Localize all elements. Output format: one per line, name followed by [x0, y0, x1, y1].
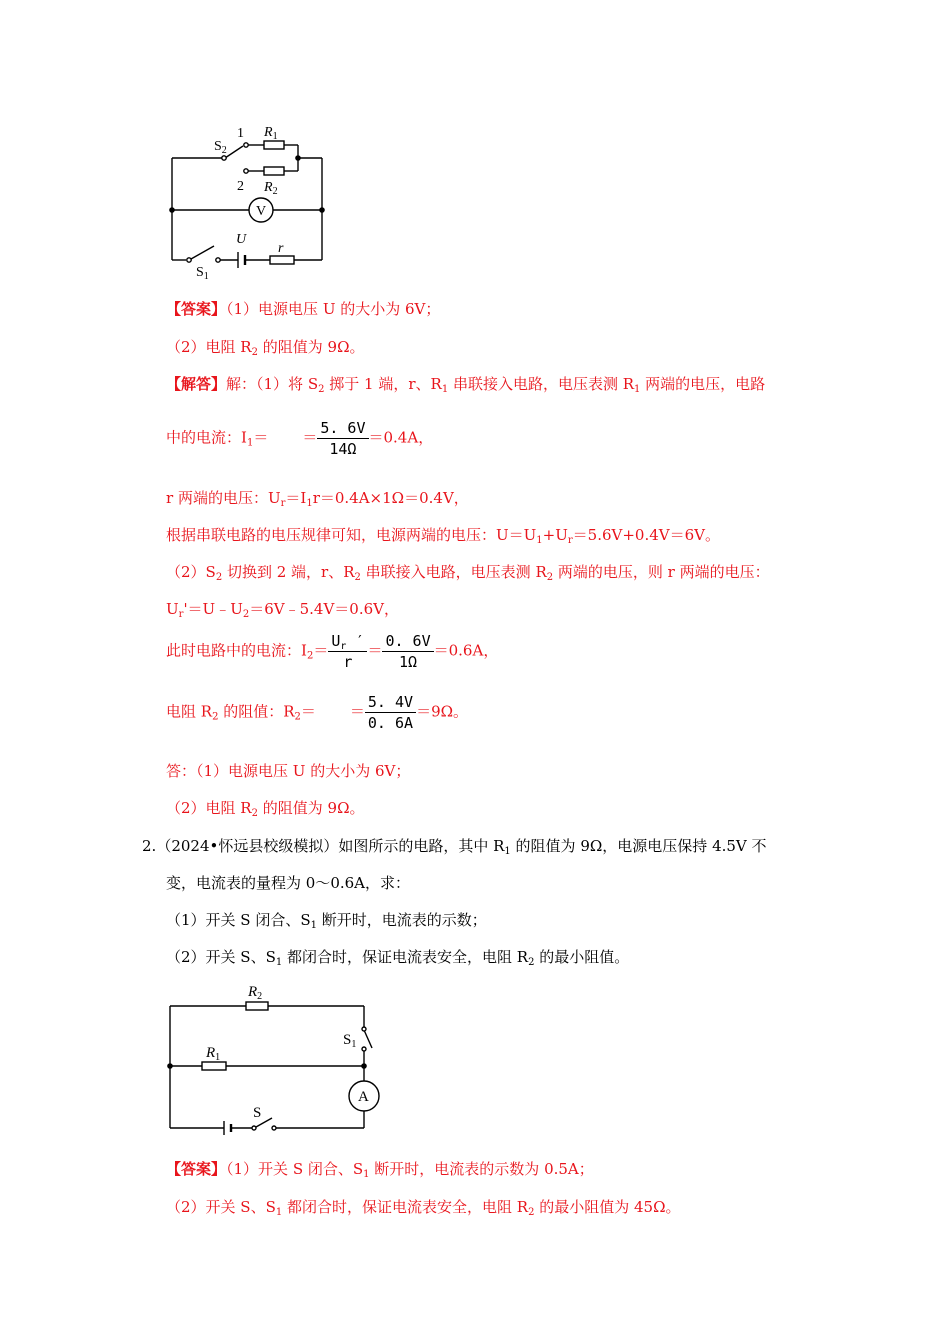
solution-1-line-1: 【解答】解：（1）将 $S_2$ 掷于 1 端，r、$R_1$ 串联接入电路，电压表测 $R_1$ 两端的电压，电路: [166, 375, 766, 395]
fraction-ur-over-r: $\frac{U_r '}{r}$: [328, 631, 367, 672]
resistor-r2: [246, 1002, 268, 1010]
question-2-line-3: （1）开关 S 闭合、$S_1$ 断开时，电流表的示数；: [166, 911, 487, 931]
question-number: 2.: [142, 837, 157, 855]
r1-label: $R_1$: [264, 125, 278, 142]
solution-1-line-5: $(2)S_2$ 切换到 2 端，r、$R_2$ 串联接入电路，电压表测 $R_2$ 两端的电压，则 r 两端的电压：: [166, 563, 770, 583]
solution-1-line-8: 电阻 $R_2$ 的阻值：$R_2=$ ＝ $\frac{5. 4V}{0. 6A}$ ＝9Ω。: [166, 693, 469, 732]
r2-label: $R_2$: [248, 984, 263, 1002]
position-1-label: 1: [237, 126, 244, 141]
s-label: S: [253, 1105, 262, 1121]
s2-label: $S_2$: [214, 139, 227, 156]
s1-label: $S_1$: [343, 1032, 357, 1050]
voltmeter-label: V: [256, 204, 267, 219]
s1-label: $S_1$: [196, 265, 209, 282]
fraction-resistance: $\frac{5. 4V}{0. 6A}$: [365, 692, 416, 733]
answer-1-line-1: 【答案】（1）电源电压 U 的大小为 6V；: [166, 300, 441, 318]
solution-1-line-9: 答：（1）电源电压 U 的大小为 6V；: [166, 762, 411, 780]
solution-1-line-3: r 两端的电压：$U_r=I_1r=0.4A\times 1\Omega=0.4V$，: [166, 489, 469, 509]
question-2-line-1: 2.（2024•怀远县校级模拟）如图所示的电路，其中 $R_1$ 的阻值为 9Ω，电源电压保持 4.5V 不: [142, 837, 767, 857]
r1-label: $R_1$: [206, 1045, 221, 1063]
fraction-current-2: $\frac{0. 6V}{1\Omega}$: [382, 631, 433, 672]
u-label: U: [236, 232, 247, 247]
resistor-r2: [264, 167, 284, 175]
solution-1-line-4: 根据串联电路的电压规律可知，电源两端的电压：$U=U_1+U_r=5.6V+0.4V=6V$。: [166, 526, 720, 546]
circuit-diagram-1: [160, 118, 340, 283]
solution-1-line-2: 中的电流：$I_1=$ ＝ $\frac{5. 6V}{14\Omega}$ ＝0.4A，: [166, 419, 434, 458]
resistor-r1: [264, 141, 284, 149]
answer-2-line-2: （2）开关 S、$S_1$ 都闭合时，保证电流表安全，电阻 $R_2$ 的最小阻值为 45Ω。: [166, 1198, 681, 1218]
solution-1-line-6: $U_r'=U﹣U_2=6V﹣5.4V=0.6V$，: [166, 600, 399, 620]
resistor-r1: [202, 1062, 226, 1070]
position-2-label: 2: [237, 179, 244, 194]
r2-label: $R_2$: [264, 180, 278, 197]
ammeter-label: A: [358, 1089, 369, 1105]
question-2-line-2: 变，电流表的量程为 0～0.6A，求：: [166, 874, 411, 892]
solution-1-line-7: 此时电路中的电流：$I_2=$ $\frac{U_r '}{r}$ ＝ $\frac{0. 6V}{1\Omega}$ ＝0.6A，: [166, 632, 499, 671]
circuit-diagram-2: [160, 978, 390, 1146]
solution-1-line-10: （2）电阻 $R_2$ 的阻值为 9Ω。: [166, 799, 365, 819]
fraction-current-1: $\frac{5. 6V}{14\Omega}$: [317, 418, 368, 459]
r-label: r: [278, 241, 284, 256]
answer-1-line-2: （2）电阻 $R_2$ 的阻值为 9Ω。: [166, 338, 365, 358]
answer-2-line-1: 【答案】（1）开关 S 闭合、$S_1$ 断开时，电流表的示数为 0.5A；: [166, 1160, 594, 1180]
question-2-line-4: （2）开关 S、$S_1$ 都闭合时，保证电流表安全，电阻 $R_2$ 的最小阻值。: [166, 948, 630, 968]
resistor-r: [270, 256, 294, 264]
